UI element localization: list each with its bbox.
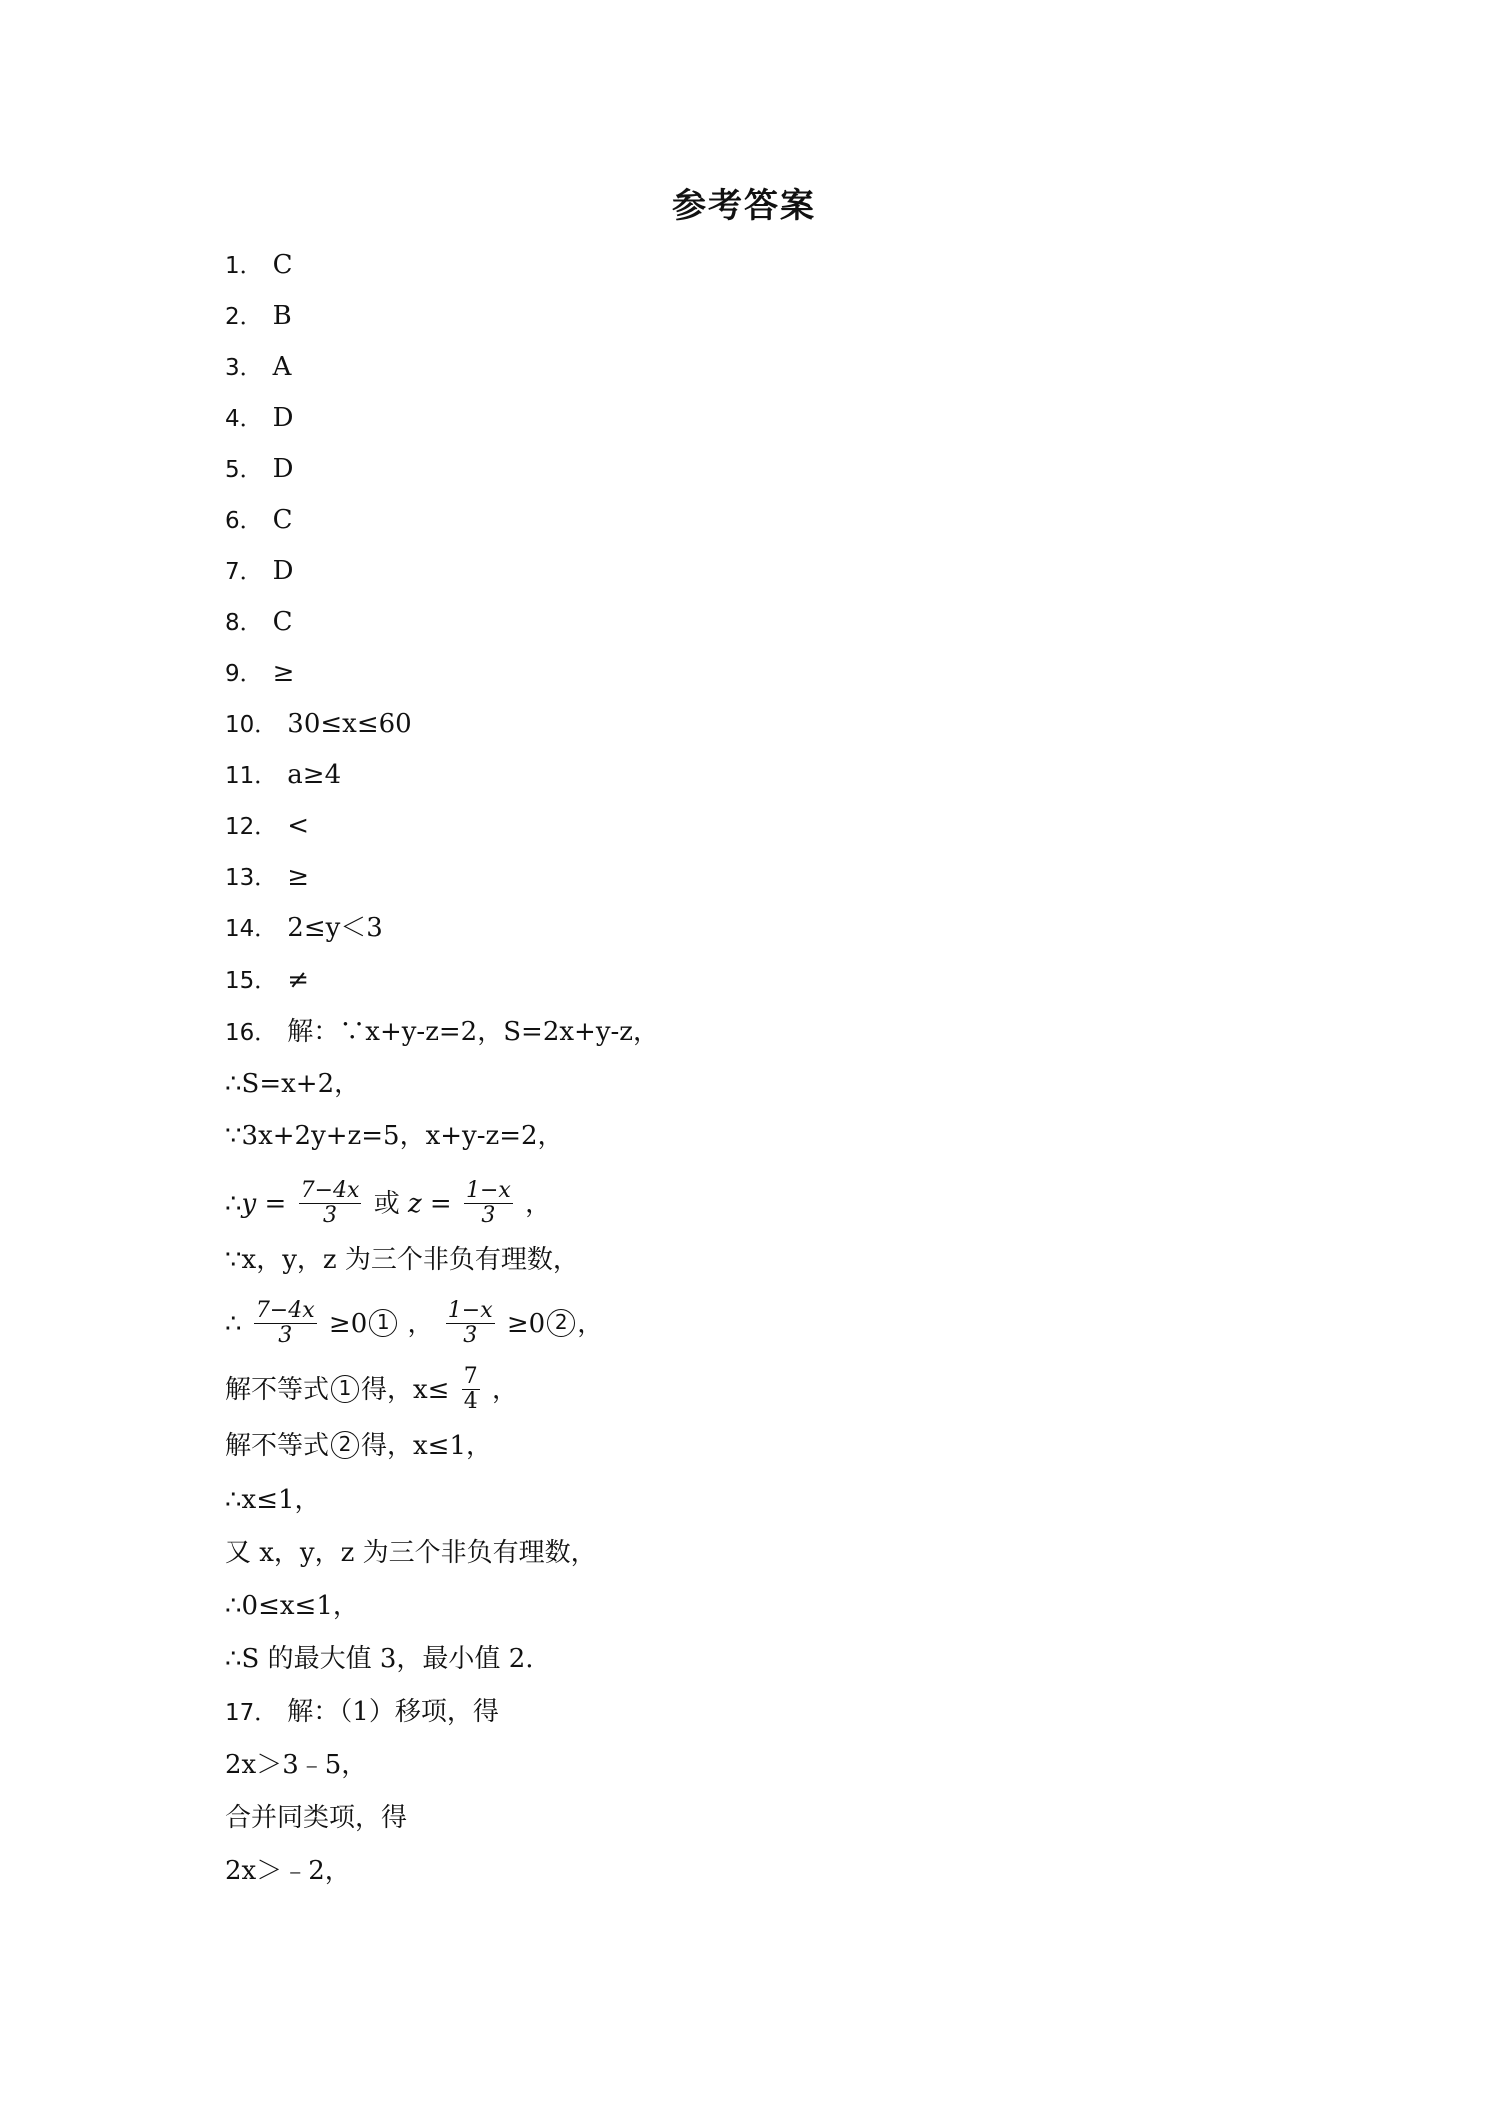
fraction: $\frac{1-x}{3}$: [465, 1177, 511, 1228]
q16-line-2: ∴S=x+2，: [225, 1069, 361, 1099]
q16-line-1: 16． 解：∵x+y-z=2，S=2x+y-z，: [225, 1017, 659, 1047]
q17-line-2: 2x＞3﹣5，: [225, 1750, 368, 1780]
fraction: $\frac{7-4x}{3}$: [300, 1177, 360, 1228]
answer-14: 14． 2≤y＜3: [225, 913, 383, 943]
q16-line-5: ∵x，y，z 为三个非负有理数，: [225, 1245, 579, 1275]
circled-number: 1: [369, 1309, 397, 1337]
answer-9: 9． ≥: [225, 658, 295, 688]
q16-line-7: 解不等式 1 得，x≤ $\frac{7}{4}$ ，: [225, 1363, 519, 1414]
q16-line-6: ∴ $\frac{7-4x}{3}$ ≥0 1 ， $\frac{1-x}{3}$ ≥0 2 ，: [225, 1297, 604, 1348]
fraction: $\frac{1-x}{3}$: [447, 1297, 493, 1348]
q16-line-12: ∴S 的最大值 3，最小值 2.: [225, 1644, 534, 1674]
q16-line-10: 又 x，y，z 为三个非负有理数，: [225, 1538, 597, 1568]
answer-1: 1． C: [225, 250, 293, 280]
answer-10: 10． 30≤x≤60: [225, 709, 412, 739]
page-title: 参考答案: [672, 186, 816, 226]
answer-15: 15． ≠: [225, 965, 310, 995]
answer-2: 2． B: [225, 301, 292, 331]
answer-4: 4． D: [225, 403, 294, 433]
answer-12: 12． <: [225, 811, 310, 841]
circled-number: 2: [331, 1431, 359, 1459]
answer-5: 5． D: [225, 454, 294, 484]
answer-7: 7． D: [225, 556, 294, 586]
answer-6: 6． C: [225, 505, 293, 535]
q16-line-3: ∵3x+2y+z=5，x+y-z=2，: [225, 1121, 564, 1151]
answer-13: 13． ≥: [225, 862, 310, 892]
q16-line-9: ∴x≤1，: [225, 1485, 321, 1515]
q17-line-1: 17． 解：（1）移项，得: [225, 1697, 499, 1727]
answer-3: 3． A: [225, 352, 292, 382]
q16-line-11: ∴0≤x≤1，: [225, 1591, 359, 1621]
circled-number: 1: [331, 1375, 359, 1403]
fraction: $\frac{7}{4}$: [463, 1363, 478, 1414]
q16-line-8: 解不等式 2 得，x≤1，: [225, 1431, 493, 1461]
fraction: $\frac{7-4x}{3}$: [255, 1297, 315, 1348]
q16-line-4: ∴y = $\frac{7-4x}{3}$ 或 z = $\frac{1-x}{3}$ ，: [225, 1177, 552, 1228]
q17-line-3: 合并同类项，得: [225, 1803, 408, 1833]
answer-11: 11． a≥4: [225, 760, 342, 790]
answer-8: 8． C: [225, 607, 293, 637]
circled-number: 2: [547, 1309, 575, 1337]
q17-line-4: 2x＞﹣2，: [225, 1856, 351, 1886]
